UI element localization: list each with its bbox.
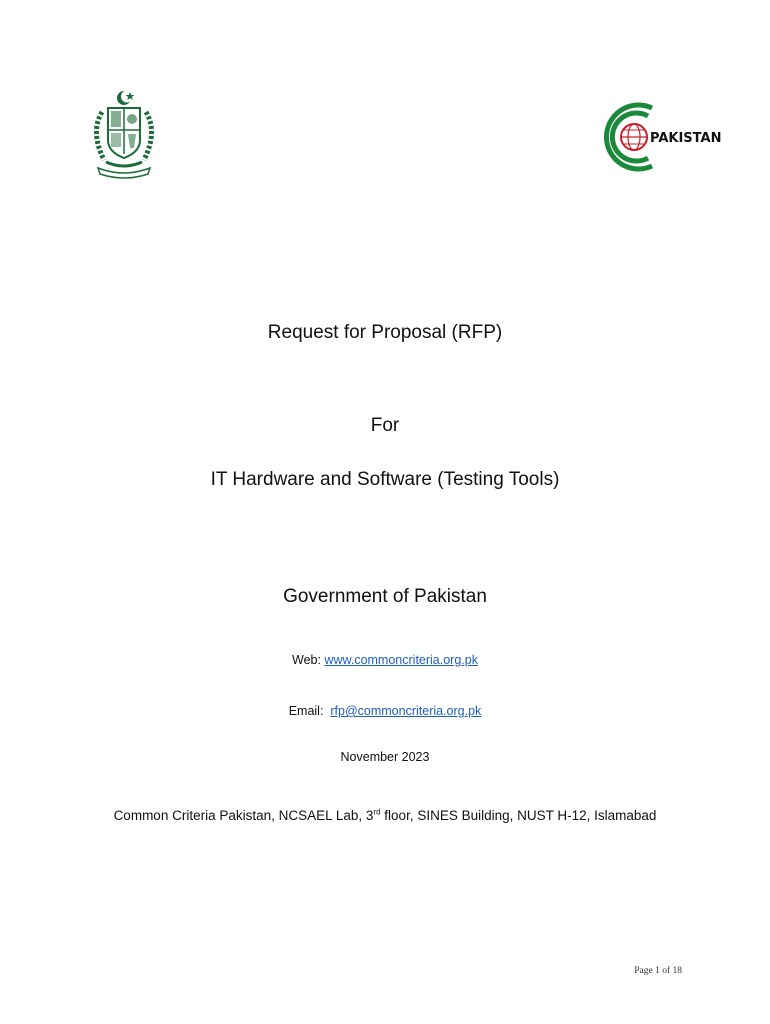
email-link[interactable]: rfp@commoncriteria.org.pk bbox=[330, 704, 482, 718]
email-line bbox=[0, 704, 770, 718]
logo-text: PAKISTAN bbox=[650, 131, 722, 146]
address-line bbox=[0, 808, 770, 823]
address-part-2: floor, SINES Building, NUST H-12, Islamabad bbox=[380, 808, 657, 823]
organization-name: Government of Pakistan bbox=[283, 586, 487, 607]
email-label: Email: bbox=[288, 704, 324, 718]
page-number: Page 1 of 18 bbox=[634, 966, 682, 976]
web-line bbox=[0, 653, 770, 667]
common-criteria-pakistan-logo-icon bbox=[594, 100, 730, 172]
address-part-1: Common Criteria Pakistan, NCSAEL Lab, 3 bbox=[113, 808, 374, 823]
pakistan-state-emblem-icon bbox=[84, 88, 166, 180]
web-label: Web: bbox=[292, 653, 321, 667]
document-title: Request for Proposal (RFP) bbox=[267, 322, 503, 343]
document-subject: IT Hardware and Software (Testing Tools) bbox=[210, 469, 560, 490]
document-date: November 2023 bbox=[340, 750, 430, 764]
web-link[interactable]: www.commoncriteria.org.pk bbox=[324, 653, 478, 667]
address-ordinal: rd bbox=[373, 807, 381, 817]
for-label: For bbox=[370, 415, 400, 436]
